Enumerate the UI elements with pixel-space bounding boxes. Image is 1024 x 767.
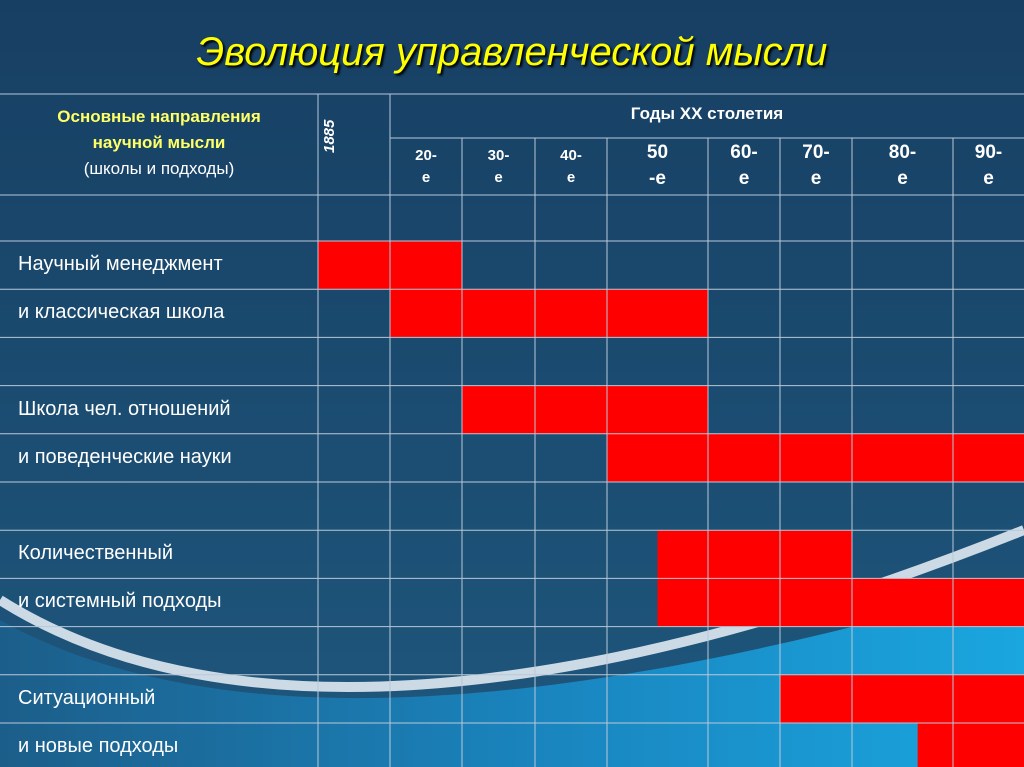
centuries-header: Годы ХХ столетия: [630, 104, 784, 123]
directions-title: Основные направления научной мысли: [57, 107, 261, 152]
page-title: Эволюция управленческой мысли: [196, 30, 828, 74]
timeline-bar: [390, 289, 708, 337]
decade-label: 90- е: [974, 142, 1003, 189]
timeline-bar: [658, 578, 1024, 626]
row-label: Количественный: [18, 542, 174, 565]
row-label: и классическая школа: [18, 301, 225, 324]
row-label: и новые подходы: [18, 735, 179, 757]
decade-label: 70- е: [802, 142, 830, 189]
decade-label: 80- е: [888, 142, 917, 189]
decade-label: 20- е: [415, 147, 437, 186]
row-label: и поведенческие науки: [18, 445, 232, 468]
row-label: и системный подходы: [18, 590, 222, 613]
decade-label: 60- е: [730, 142, 758, 189]
timeline-bar: [918, 723, 1024, 767]
decade-label: 30- е: [487, 147, 510, 186]
decade-label: 50 -е: [646, 142, 669, 189]
row-label: Ситуационный: [18, 686, 156, 709]
timeline-bar: [780, 675, 1024, 723]
timeline-bar: [658, 530, 853, 578]
directions-header: [0, 104, 318, 182]
year-1885-label: 1885: [321, 119, 338, 153]
timeline-bar: [607, 434, 1024, 482]
row-label: Научный менеджмент: [18, 253, 223, 275]
row-label: Школа чел. отношений: [18, 397, 231, 420]
directions-subtitle: (школы и подходы): [83, 159, 235, 178]
decade-label: 40- е: [560, 147, 582, 186]
timeline-bar: [462, 386, 708, 434]
